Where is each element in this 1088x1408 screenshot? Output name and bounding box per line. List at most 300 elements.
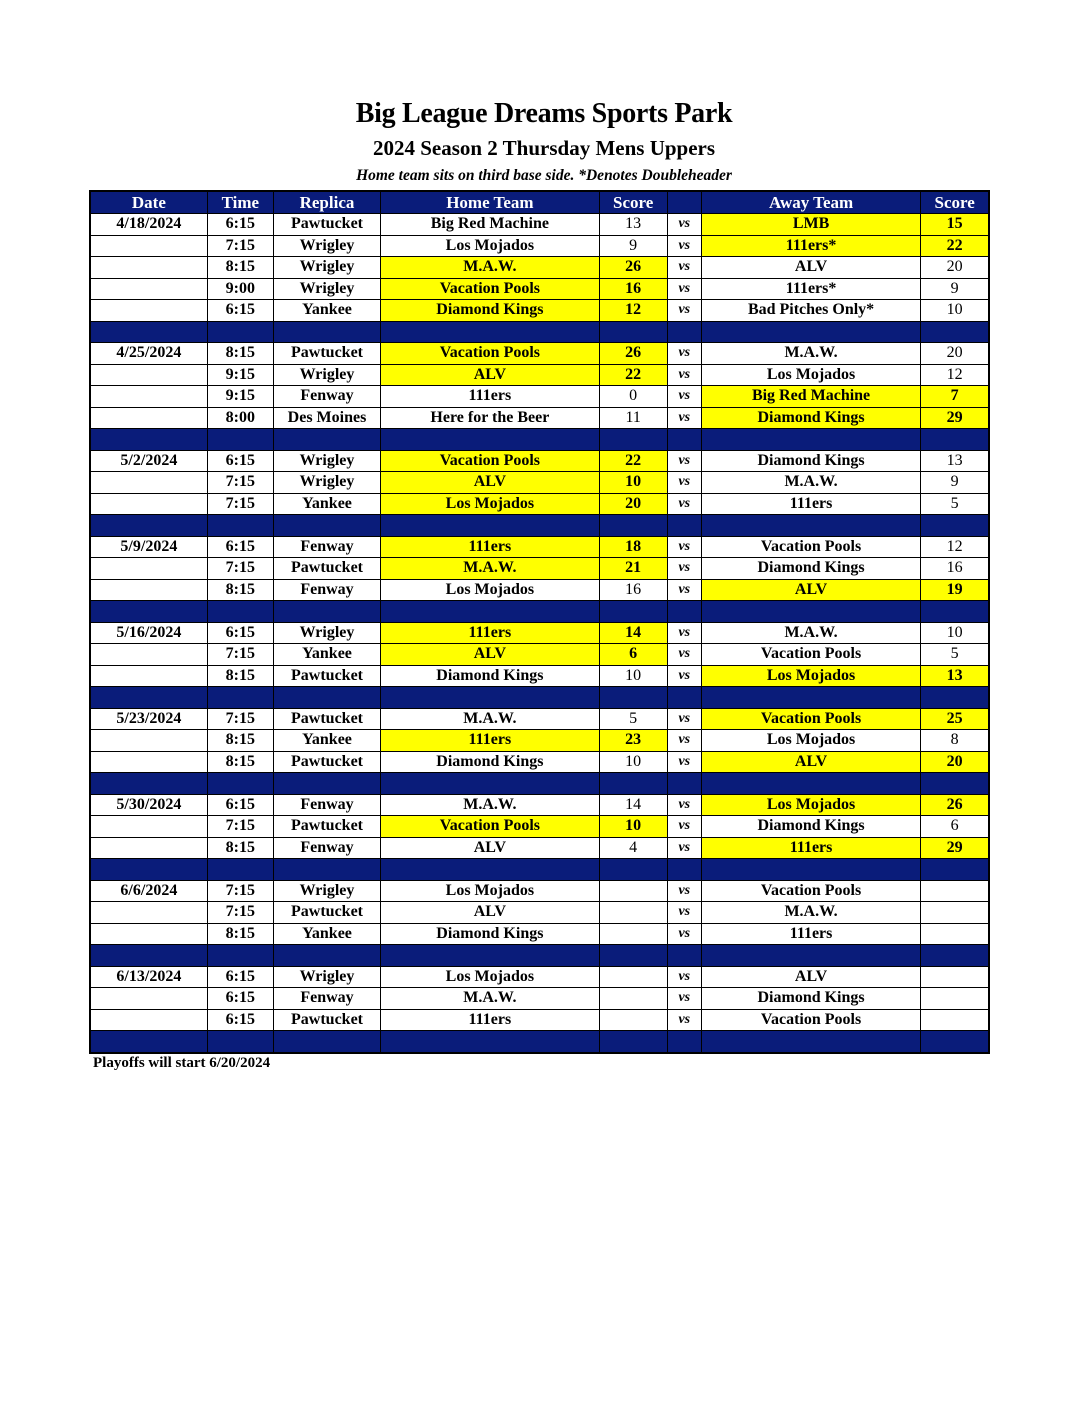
- away-team-cell: 111ers: [701, 923, 920, 945]
- date-cell: [90, 837, 207, 859]
- page-subtitle: 2024 Season 2 Thursday Mens Uppers: [372, 136, 716, 160]
- header-home-score: Score: [599, 191, 667, 214]
- separator-cell: [273, 515, 380, 537]
- table-row: [90, 988, 989, 1010]
- home-score-cell: [599, 966, 667, 988]
- separator-cell: [701, 773, 920, 795]
- separator-cell: [921, 1031, 989, 1053]
- week-separator-row: [90, 945, 989, 967]
- table-row: [90, 579, 989, 601]
- separator-cell: [90, 945, 207, 967]
- separator-cell: [381, 1031, 599, 1053]
- away-score-cell: 5: [921, 493, 989, 515]
- table-row: [90, 364, 989, 386]
- time-cell: 7:15: [207, 880, 273, 902]
- table-row: [90, 1009, 989, 1031]
- separator-cell: [381, 601, 599, 623]
- separator-cell: [207, 321, 273, 343]
- separator-cell: [921, 601, 989, 623]
- away-score-cell: 13: [921, 665, 989, 687]
- table-row: [90, 558, 989, 580]
- header-home-team: Home Team: [381, 191, 599, 214]
- replica-cell: Pawtucket: [273, 751, 380, 773]
- home-score-cell: [599, 988, 667, 1010]
- vs-cell: vs: [667, 450, 701, 472]
- date-cell: 6/6/2024: [90, 880, 207, 902]
- date-cell: 5/16/2024: [90, 622, 207, 644]
- replica-cell: Fenway: [273, 386, 380, 408]
- separator-cell: [921, 321, 989, 343]
- home-score-cell: 14: [599, 622, 667, 644]
- home-score-cell: 11: [599, 407, 667, 429]
- table-row: [90, 407, 989, 429]
- separator-cell: [701, 601, 920, 623]
- away-team-cell: 111ers: [701, 837, 920, 859]
- separator-cell: [381, 773, 599, 795]
- away-team-cell: Diamond Kings: [701, 988, 920, 1010]
- separator-cell: [381, 945, 599, 967]
- time-cell: 8:15: [207, 730, 273, 752]
- time-cell: 8:15: [207, 751, 273, 773]
- time-cell: 7:15: [207, 708, 273, 730]
- home-score-cell: 16: [599, 278, 667, 300]
- replica-cell: Pawtucket: [273, 708, 380, 730]
- date-cell: [90, 751, 207, 773]
- away-team-cell: Los Mojados: [701, 364, 920, 386]
- separator-cell: [667, 687, 701, 709]
- time-cell: 7:15: [207, 902, 273, 924]
- away-team-cell: 111ers*: [701, 278, 920, 300]
- separator-cell: [667, 601, 701, 623]
- separator-cell: [207, 945, 273, 967]
- table-row: [90, 923, 989, 945]
- away-team-cell: ALV: [701, 257, 920, 279]
- header-time: Time: [207, 191, 273, 214]
- table-row: [90, 235, 989, 257]
- home-score-cell: 26: [599, 257, 667, 279]
- home-team-cell: ALV: [381, 902, 599, 924]
- time-cell: 6:15: [207, 794, 273, 816]
- vs-cell: vs: [667, 816, 701, 838]
- table-row: [90, 644, 989, 666]
- time-cell: 8:15: [207, 837, 273, 859]
- replica-cell: Fenway: [273, 536, 380, 558]
- replica-cell: Wrigley: [273, 235, 380, 257]
- home-team-cell: ALV: [381, 837, 599, 859]
- separator-cell: [207, 773, 273, 795]
- home-team-cell: Los Mojados: [381, 579, 599, 601]
- separator-cell: [667, 773, 701, 795]
- home-score-cell: 10: [599, 751, 667, 773]
- home-team-cell: Los Mojados: [381, 880, 599, 902]
- home-score-cell: 20: [599, 493, 667, 515]
- week-separator-row: [90, 429, 989, 451]
- home-score-cell: 18: [599, 536, 667, 558]
- vs-cell: vs: [667, 751, 701, 773]
- replica-cell: Fenway: [273, 988, 380, 1010]
- home-team-cell: Vacation Pools: [381, 343, 599, 365]
- separator-cell: [207, 687, 273, 709]
- replica-cell: Wrigley: [273, 966, 380, 988]
- vs-cell: vs: [667, 214, 701, 236]
- week-separator-row: [90, 601, 989, 623]
- separator-cell: [921, 515, 989, 537]
- home-team-cell: Diamond Kings: [381, 923, 599, 945]
- away-score-cell: 20: [921, 257, 989, 279]
- away-score-cell: [921, 966, 989, 988]
- home-team-cell: Vacation Pools: [381, 278, 599, 300]
- time-cell: 9:15: [207, 364, 273, 386]
- date-cell: 4/18/2024: [90, 214, 207, 236]
- separator-cell: [381, 515, 599, 537]
- time-cell: 7:15: [207, 472, 273, 494]
- replica-cell: Pawtucket: [273, 558, 380, 580]
- header-away-team: Away Team: [701, 191, 920, 214]
- away-score-cell: 25: [921, 708, 989, 730]
- separator-cell: [701, 1031, 920, 1053]
- separator-cell: [599, 945, 667, 967]
- replica-cell: Yankee: [273, 644, 380, 666]
- table-row: [90, 837, 989, 859]
- home-score-cell: 23: [599, 730, 667, 752]
- away-team-cell: Diamond Kings: [701, 558, 920, 580]
- separator-cell: [921, 859, 989, 881]
- away-score-cell: 16: [921, 558, 989, 580]
- date-cell: 6/13/2024: [90, 966, 207, 988]
- separator-cell: [599, 515, 667, 537]
- replica-cell: Yankee: [273, 493, 380, 515]
- away-team-cell: Los Mojados: [701, 730, 920, 752]
- home-team-cell: 111ers: [381, 1009, 599, 1031]
- away-score-cell: 5: [921, 644, 989, 666]
- vs-cell: vs: [667, 665, 701, 687]
- away-team-cell: 111ers: [701, 493, 920, 515]
- away-score-cell: 8: [921, 730, 989, 752]
- vs-cell: vs: [667, 257, 701, 279]
- home-team-cell: M.A.W.: [381, 988, 599, 1010]
- separator-cell: [921, 687, 989, 709]
- away-score-cell: 12: [921, 536, 989, 558]
- vs-cell: vs: [667, 794, 701, 816]
- separator-cell: [273, 945, 380, 967]
- date-cell: [90, 665, 207, 687]
- home-team-cell: M.A.W.: [381, 794, 599, 816]
- away-team-cell: ALV: [701, 966, 920, 988]
- week-separator-row: [90, 321, 989, 343]
- separator-cell: [667, 321, 701, 343]
- home-score-cell: 21: [599, 558, 667, 580]
- schedule-body: [90, 214, 989, 1053]
- date-cell: [90, 1009, 207, 1031]
- time-cell: 6:15: [207, 536, 273, 558]
- away-team-cell: 111ers*: [701, 235, 920, 257]
- vs-cell: vs: [667, 644, 701, 666]
- vs-cell: vs: [667, 364, 701, 386]
- replica-cell: Wrigley: [273, 880, 380, 902]
- away-team-cell: M.A.W.: [701, 902, 920, 924]
- home-team-cell: Vacation Pools: [381, 450, 599, 472]
- week-separator-row: [90, 515, 989, 537]
- away-team-cell: Vacation Pools: [701, 708, 920, 730]
- away-score-cell: 9: [921, 278, 989, 300]
- table-row: [90, 880, 989, 902]
- separator-cell: [90, 687, 207, 709]
- separator-cell: [599, 1031, 667, 1053]
- date-cell: [90, 902, 207, 924]
- replica-cell: Des Moines: [273, 407, 380, 429]
- replica-cell: Pawtucket: [273, 1009, 380, 1031]
- time-cell: 6:15: [207, 966, 273, 988]
- replica-cell: Yankee: [273, 923, 380, 945]
- time-cell: 7:15: [207, 558, 273, 580]
- vs-cell: vs: [667, 966, 701, 988]
- vs-cell: vs: [667, 579, 701, 601]
- home-score-cell: 14: [599, 794, 667, 816]
- date-cell: [90, 493, 207, 515]
- date-cell: [90, 235, 207, 257]
- vs-cell: vs: [667, 386, 701, 408]
- date-cell: [90, 558, 207, 580]
- home-score-cell: 10: [599, 816, 667, 838]
- separator-cell: [273, 773, 380, 795]
- away-score-cell: 9: [921, 472, 989, 494]
- separator-cell: [701, 321, 920, 343]
- header-away-score: Score: [921, 191, 989, 214]
- vs-cell: vs: [667, 1009, 701, 1031]
- replica-cell: Fenway: [273, 794, 380, 816]
- table-row: [90, 665, 989, 687]
- separator-cell: [207, 515, 273, 537]
- separator-cell: [381, 429, 599, 451]
- separator-cell: [667, 429, 701, 451]
- separator-cell: [599, 429, 667, 451]
- table-row: [90, 278, 989, 300]
- date-cell: [90, 579, 207, 601]
- away-score-cell: [921, 923, 989, 945]
- date-cell: [90, 278, 207, 300]
- table-row: [90, 902, 989, 924]
- away-score-cell: 19: [921, 579, 989, 601]
- separator-cell: [90, 429, 207, 451]
- away-score-cell: 22: [921, 235, 989, 257]
- replica-cell: Wrigley: [273, 450, 380, 472]
- home-team-cell: 111ers: [381, 536, 599, 558]
- replica-cell: Pawtucket: [273, 343, 380, 365]
- header-row: [90, 191, 989, 214]
- home-score-cell: [599, 902, 667, 924]
- time-cell: 6:15: [207, 450, 273, 472]
- vs-cell: vs: [667, 880, 701, 902]
- replica-cell: Fenway: [273, 579, 380, 601]
- separator-cell: [667, 515, 701, 537]
- date-cell: [90, 730, 207, 752]
- time-cell: 6:15: [207, 1009, 273, 1031]
- away-score-cell: 13: [921, 450, 989, 472]
- separator-cell: [599, 601, 667, 623]
- time-cell: 7:15: [207, 644, 273, 666]
- separator-cell: [207, 859, 273, 881]
- footer-note: Playoffs will start 6/20/2024: [93, 1055, 271, 1071]
- away-score-cell: 29: [921, 407, 989, 429]
- away-score-cell: 10: [921, 300, 989, 322]
- home-team-cell: Los Mojados: [381, 493, 599, 515]
- away-team-cell: M.A.W.: [701, 622, 920, 644]
- table-row: [90, 794, 989, 816]
- away-team-cell: ALV: [701, 579, 920, 601]
- away-team-cell: Vacation Pools: [701, 1009, 920, 1031]
- home-score-cell: 26: [599, 343, 667, 365]
- home-score-cell: 22: [599, 364, 667, 386]
- home-team-cell: M.A.W.: [381, 708, 599, 730]
- vs-cell: vs: [667, 923, 701, 945]
- home-team-cell: Los Mojados: [381, 966, 599, 988]
- home-score-cell: 22: [599, 450, 667, 472]
- time-cell: 9:15: [207, 386, 273, 408]
- time-cell: 6:15: [207, 214, 273, 236]
- home-score-cell: 0: [599, 386, 667, 408]
- away-team-cell: Vacation Pools: [701, 880, 920, 902]
- replica-cell: Pawtucket: [273, 214, 380, 236]
- vs-cell: vs: [667, 536, 701, 558]
- home-score-cell: [599, 923, 667, 945]
- schedule-table: [89, 190, 990, 1054]
- separator-cell: [701, 429, 920, 451]
- separator-cell: [273, 859, 380, 881]
- vs-cell: vs: [667, 708, 701, 730]
- time-cell: 8:15: [207, 579, 273, 601]
- home-team-cell: M.A.W.: [381, 257, 599, 279]
- week-separator-row: [90, 859, 989, 881]
- vs-cell: vs: [667, 235, 701, 257]
- away-score-cell: 29: [921, 837, 989, 859]
- separator-cell: [207, 601, 273, 623]
- separator-cell: [207, 1031, 273, 1053]
- home-score-cell: 5: [599, 708, 667, 730]
- table-row: [90, 257, 989, 279]
- date-cell: [90, 472, 207, 494]
- date-cell: [90, 816, 207, 838]
- table-row: [90, 214, 989, 236]
- time-cell: 7:15: [207, 816, 273, 838]
- home-score-cell: 16: [599, 579, 667, 601]
- home-team-cell: Los Mojados: [381, 235, 599, 257]
- time-cell: 7:15: [207, 235, 273, 257]
- away-team-cell: Diamond Kings: [701, 407, 920, 429]
- away-team-cell: Big Red Machine: [701, 386, 920, 408]
- table-row: [90, 343, 989, 365]
- vs-cell: vs: [667, 988, 701, 1010]
- replica-cell: Pawtucket: [273, 665, 380, 687]
- away-team-cell: LMB: [701, 214, 920, 236]
- separator-cell: [599, 773, 667, 795]
- date-cell: [90, 644, 207, 666]
- home-team-cell: ALV: [381, 644, 599, 666]
- date-cell: [90, 257, 207, 279]
- date-cell: 5/23/2024: [90, 708, 207, 730]
- separator-cell: [599, 687, 667, 709]
- away-score-cell: [921, 988, 989, 1010]
- separator-cell: [90, 773, 207, 795]
- header-date: Date: [90, 191, 207, 214]
- vs-cell: vs: [667, 622, 701, 644]
- table-row: [90, 472, 989, 494]
- home-team-cell: Diamond Kings: [381, 751, 599, 773]
- replica-cell: Yankee: [273, 300, 380, 322]
- separator-cell: [207, 429, 273, 451]
- separator-cell: [701, 515, 920, 537]
- date-cell: [90, 988, 207, 1010]
- home-team-cell: Diamond Kings: [381, 300, 599, 322]
- separator-cell: [701, 687, 920, 709]
- time-cell: 8:15: [207, 343, 273, 365]
- table-row: [90, 493, 989, 515]
- date-cell: 5/2/2024: [90, 450, 207, 472]
- home-score-cell: 13: [599, 214, 667, 236]
- home-team-cell: Big Red Machine: [381, 214, 599, 236]
- away-score-cell: 10: [921, 622, 989, 644]
- time-cell: 8:00: [207, 407, 273, 429]
- table-row: [90, 730, 989, 752]
- table-row: [90, 300, 989, 322]
- time-cell: 9:00: [207, 278, 273, 300]
- table-row: [90, 536, 989, 558]
- date-cell: [90, 364, 207, 386]
- separator-cell: [599, 859, 667, 881]
- away-team-cell: M.A.W.: [701, 472, 920, 494]
- vs-cell: vs: [667, 472, 701, 494]
- time-cell: 6:15: [207, 622, 273, 644]
- away-team-cell: Los Mojados: [701, 794, 920, 816]
- separator-cell: [273, 1031, 380, 1053]
- home-score-cell: [599, 880, 667, 902]
- home-score-cell: 4: [599, 837, 667, 859]
- separator-cell: [90, 1031, 207, 1053]
- vs-cell: vs: [667, 837, 701, 859]
- week-separator-row: [90, 687, 989, 709]
- page-title: Big League Dreams Sports Park: [355, 98, 733, 129]
- time-cell: 6:15: [207, 300, 273, 322]
- away-team-cell: Diamond Kings: [701, 816, 920, 838]
- home-team-cell: 111ers: [381, 730, 599, 752]
- separator-cell: [90, 859, 207, 881]
- away-score-cell: 20: [921, 343, 989, 365]
- home-team-cell: Vacation Pools: [381, 816, 599, 838]
- time-cell: 6:15: [207, 988, 273, 1010]
- time-cell: 8:15: [207, 665, 273, 687]
- replica-cell: Wrigley: [273, 622, 380, 644]
- page-note: Home team sits on third base side. *Denotes Doubleheader: [356, 167, 732, 184]
- separator-cell: [273, 601, 380, 623]
- week-separator-row: [90, 773, 989, 795]
- table-row: [90, 966, 989, 988]
- separator-cell: [667, 945, 701, 967]
- table-row: [90, 708, 989, 730]
- time-cell: 8:15: [207, 923, 273, 945]
- replica-cell: Yankee: [273, 730, 380, 752]
- week-separator-row: [90, 1031, 989, 1053]
- replica-cell: Wrigley: [273, 472, 380, 494]
- away-team-cell: Diamond Kings: [701, 450, 920, 472]
- separator-cell: [381, 687, 599, 709]
- separator-cell: [90, 601, 207, 623]
- away-score-cell: 12: [921, 364, 989, 386]
- table-row: [90, 622, 989, 644]
- home-team-cell: 111ers: [381, 386, 599, 408]
- header-vs: [667, 191, 701, 214]
- header-replica: Replica: [273, 191, 380, 214]
- vs-cell: vs: [667, 902, 701, 924]
- date-cell: 4/25/2024: [90, 343, 207, 365]
